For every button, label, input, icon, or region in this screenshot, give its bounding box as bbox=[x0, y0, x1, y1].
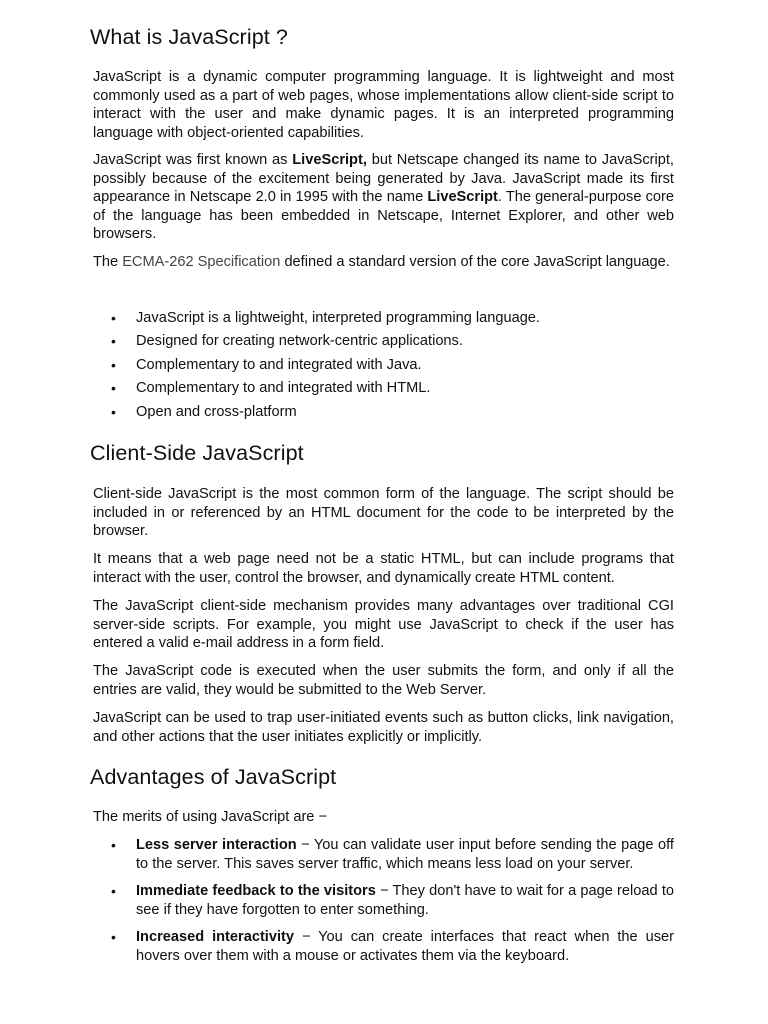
advantage-text: − You can validate user input before sending the page off to the server. This saves server traffic, which means less load on your server. bbox=[136, 837, 674, 872]
paragraph-client-4: The JavaScript code is executed when the user submits the form, and only if all the entries are valid, they would be submitted to the Web Server. bbox=[93, 663, 674, 698]
text-run: The bbox=[93, 254, 123, 270]
list-item-text: Designed for creating network-centric applications. bbox=[136, 333, 463, 350]
bold-livescript: LiveScript, bbox=[292, 152, 367, 168]
advantages-list bbox=[93, 836, 674, 966]
advantage-term: Immediate feedback to the visitors bbox=[136, 883, 376, 900]
paragraph-client-5: JavaScript can be used to trap user-initiated events such as button clicks, link navigation, and other actions that the user initiates explicitly or implicitly. bbox=[93, 710, 674, 745]
text-run: JavaScript was first known as bbox=[93, 152, 293, 168]
list-item bbox=[93, 332, 674, 351]
ecma-spec-link[interactable]: ECMA-262 Specification bbox=[122, 254, 281, 270]
advantage-text: − You can create interfaces that react when the user hovers over them with a mouse or activates them via the keyboard. bbox=[136, 929, 674, 964]
paragraph-livescript bbox=[93, 151, 674, 244]
paragraph-merits-intro: The merits of using JavaScript are − bbox=[93, 809, 328, 825]
list-item bbox=[93, 379, 674, 398]
list-item bbox=[93, 403, 674, 422]
feature-bullet-list bbox=[93, 309, 674, 422]
bullet-icon: • bbox=[111, 380, 116, 397]
advantage-term: Less server interaction bbox=[136, 837, 297, 853]
list-item bbox=[93, 309, 674, 328]
list-item-text: Complementary to and integrated with HTML. bbox=[136, 380, 431, 397]
bullet-icon: • bbox=[111, 883, 116, 900]
list-item-text: Open and cross-platform bbox=[136, 403, 297, 420]
paragraph-ecma bbox=[93, 253, 674, 272]
paragraph-client-3: The JavaScript client-side mechanism provides many advantages over traditional CGI server-side scripts. For example, you might use JavaScript to check if the user has entered a valid e-mail address in a form field. bbox=[93, 598, 674, 652]
advantage-text: − They don't have to wait for a page reload to see if they have forgotten to enter something. bbox=[136, 883, 674, 918]
list-item-text: Complementary to and integrated with Java. bbox=[136, 356, 422, 373]
advantage-term: Increased interactivity bbox=[136, 929, 295, 946]
bullet-icon: • bbox=[111, 929, 116, 946]
paragraph-client-1: Client-side JavaScript is the most common form of the language. The script should be included in or referenced by an HTML document for the code to be interpreted by the browser. bbox=[93, 486, 674, 540]
bullet-icon: • bbox=[111, 356, 116, 373]
list-item bbox=[93, 836, 674, 873]
bullet-icon: • bbox=[111, 837, 116, 853]
text-run: defined a standard version of the core JavaScript language. bbox=[280, 254, 670, 270]
list-item bbox=[93, 356, 674, 375]
heading-client-side: Client-Side JavaScript bbox=[90, 441, 304, 465]
list-item bbox=[93, 882, 674, 919]
text-run: but Netscape changed its name to JavaScript, possibly because of the excitement being generated by Java. JavaScript made its first appearance in Netscape 2.0 in 1995 with the name bbox=[93, 152, 674, 206]
bullet-icon: • bbox=[111, 310, 116, 326]
bullet-icon: • bbox=[111, 333, 116, 350]
list-item bbox=[93, 928, 674, 965]
heading-advantages: Advantages of JavaScript bbox=[90, 765, 337, 789]
bullet-icon: • bbox=[111, 403, 116, 420]
bold-livescript-2: LiveScript bbox=[427, 189, 498, 206]
paragraph-client-2: It means that a web page need not be a static HTML, but can include programs that interact with the user, control the browser, and dynamically create HTML content. bbox=[93, 551, 674, 586]
list-item-text: JavaScript is a lightweight, interpreted programming language. bbox=[136, 310, 540, 326]
text-run: . The general-purpose core of the language has been embedded in Netscape, Internet Explorer, and other web browsers. bbox=[93, 189, 674, 243]
paragraph-intro: JavaScript is a dynamic computer programming language. It is lightweight and most commonly used as a part of web pages, whose implementations allow client-side script to interact with the user and make dynamic pages. It is an interpreted programming language with object-oriented capabilities. bbox=[93, 69, 674, 141]
heading-what-is-javascript: What is JavaScript ? bbox=[90, 25, 288, 49]
